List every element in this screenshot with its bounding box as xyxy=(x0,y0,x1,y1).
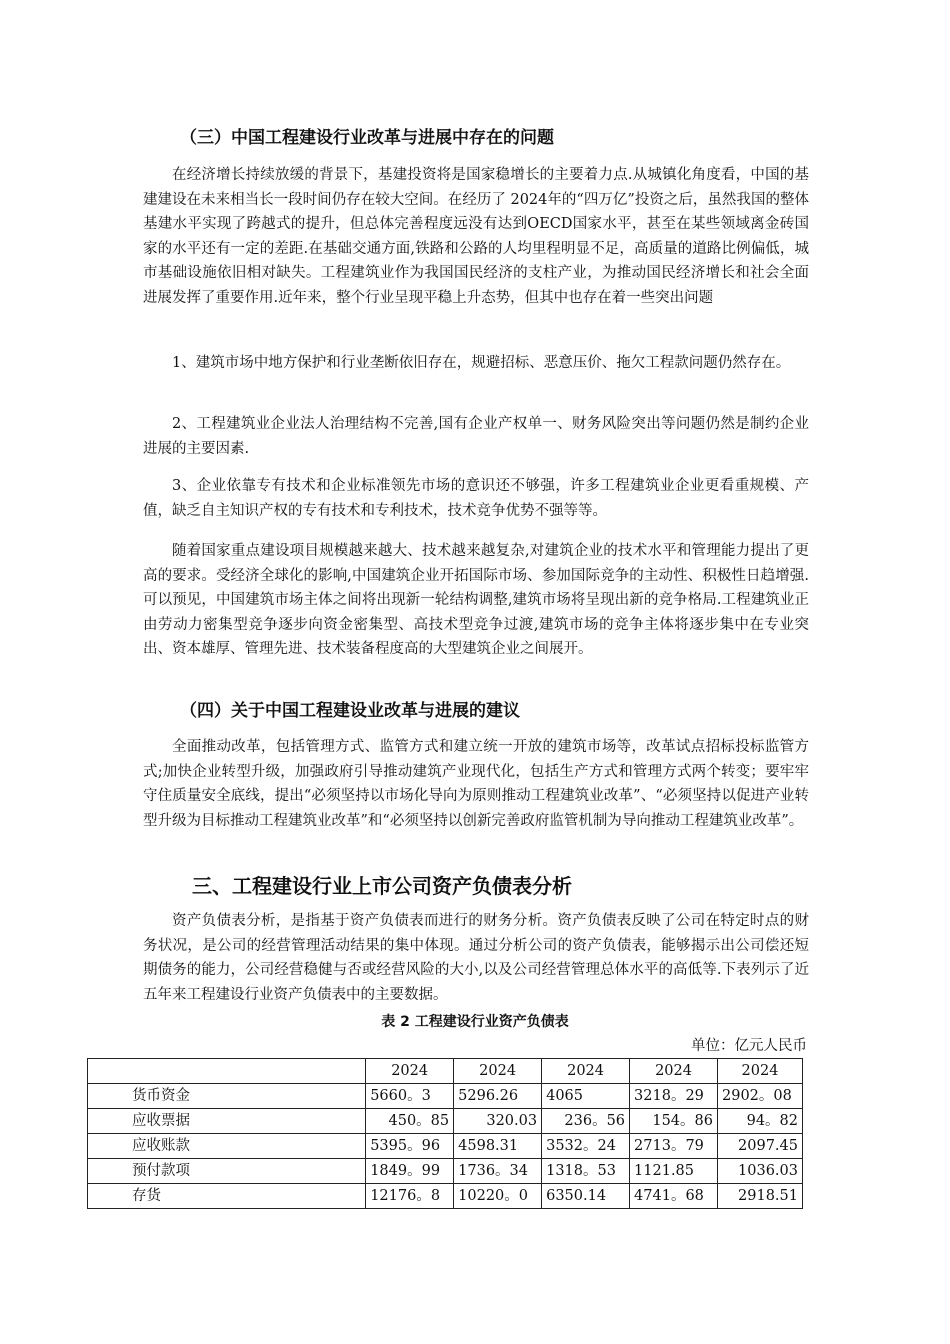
table-header-cell: 2024 xyxy=(718,1059,803,1084)
table-header-cell: 2024 xyxy=(630,1059,718,1084)
paragraph-outlook: 随着国家重点建设项目规模越来越大、技术越来越复杂,对建筑企业的技术水平和管理能力提出了更高的要求。受经济全球化的影响,中国建筑企业开拓国际市场、参加国际竞争的主动性、积极性日趋增强.可以预见，中国建筑市场主体之间将出现新一轮结构调整,建筑市场将呈现出新的竞争格局.工程建筑业正由劳动力密集型竞争逐步向资金密集型、高技术型竞争过渡,建筑市场的竞争主体将逐步集中在专业突出、资本雄厚、管理先进、技术装备程度高的大型建筑企业之间展开。 xyxy=(143,543,809,657)
table-cell: 1736。34 xyxy=(454,1159,542,1184)
table-cell: 4598.31 xyxy=(454,1134,542,1159)
table-cell: 1318。53 xyxy=(542,1159,630,1184)
table-cell: 10220。0 xyxy=(454,1184,542,1209)
table-row xyxy=(88,1159,803,1184)
subsection-heading-suggestions: （四）关于中国工程建设业改革与进展的建议 xyxy=(180,701,520,721)
table-cell: 450。85 xyxy=(366,1109,454,1134)
paragraph-problem-3: 3、企业依靠专有技术和企业标准领先市场的意识还不够强，许多工程建筑业企业更看重规模、产值，缺乏自主知识产权的专有技术和专利技术，技术竞争优势不强等等。 xyxy=(143,478,809,519)
table-row xyxy=(88,1109,803,1134)
table-header-row xyxy=(88,1059,803,1084)
table-cell: 2902。08 xyxy=(718,1084,803,1109)
table-cell: 320.03 xyxy=(454,1109,542,1134)
paragraph-background: 在经济增长持续放缓的背景下，基建投资将是国家稳增长的主要着力点.从城镇化角度看，中国的基建建设在未来相当长一段时间仍存在较大空间。在经历了 2024年的“四万亿”投资之后，虽然我国的整体基建水平实现了跨越式的提升，但总体完善程度远没有达到OECD国家水平，甚至在某些领域离金砖国家的水平还有一定的差距.在基础交通方面,铁路和公路的人均里程明显不足，高质量的道路比例偏低，城市基础设施依旧相对缺失。工程建筑业作为我国国民经济的支柱产业，为推动国民经济增长和社会全面进展发挥了重要作用.近年来，整个行业呈现平稳上升态势，但其中也存在着一些突出问题 xyxy=(143,167,809,306)
table-cell: 5296.26 xyxy=(454,1084,542,1109)
table-cell: 1036.03 xyxy=(718,1159,803,1184)
table-cell: 1121.85 xyxy=(630,1159,718,1184)
table-header-cell: 2024 xyxy=(542,1059,630,1084)
table-cell: 5660。3 xyxy=(366,1084,454,1109)
section-heading-balance-sheet: 三、工程建设行业上市公司资产负债表分析 xyxy=(192,874,572,898)
table-row xyxy=(88,1084,803,1109)
table-cell: 12176。8 xyxy=(366,1184,454,1209)
table-header-cell: 2024 xyxy=(454,1059,542,1084)
table-row xyxy=(88,1184,803,1209)
paragraph-problem-2: 2、工程建筑业企业法人治理结构不完善,国有企业产权单一、财务风险突出等问题仍然是制约企业进展的主要因素. xyxy=(143,416,809,457)
paragraph-problem-1: 1、建筑市场中地方保护和行业垄断依旧存在，规避招标、恶意压价、拖欠工程款问题仍然存在。 xyxy=(172,355,791,371)
table-header-cell: 2024 xyxy=(366,1059,454,1084)
table-cell: 6350.14 xyxy=(542,1184,630,1209)
paragraph-suggestions: 全面推动改革，包括管理方式、监管方式和建立统一开放的建筑市场等，改革试点招标投标监管方式;加快企业转型升级，加强政府引导推动建筑产业现代化，包括生产方式和管理方式两个转变；要牢牢守住质量安全底线，提出“必须坚持以市场化导向为原则推动工程建筑业改革”、“必须坚持以促进产业转型升级为目标推动工程建筑业改革”和“必须坚持以创新完善政府监管机制为导向推动工程建筑业改革”。 xyxy=(143,739,809,829)
table-caption: 表 2 工程建设行业资产负债表 xyxy=(381,1014,569,1030)
table-cell: 2713。79 xyxy=(630,1134,718,1159)
balance-sheet-table xyxy=(87,1058,803,1209)
table-cell: 1849。99 xyxy=(366,1159,454,1184)
row-label: 应收账款 xyxy=(88,1134,366,1159)
table-header-cell xyxy=(88,1059,366,1084)
table-cell: 2918.51 xyxy=(718,1184,803,1209)
table-cell: 94。82 xyxy=(718,1109,803,1134)
table-cell: 2097.45 xyxy=(718,1134,803,1159)
paragraph-balance-sheet-intro: 资产负债表分析，是指基于资产负债表而进行的财务分析。资产负债表反映了公司在特定时点的财务状况，是公司的经营管理活动结果的集中体现。通过分析公司的资产负债表，能够揭示出公司偿还短期债务的能力，公司经营稳健与否或经营风险的大小,以及公司经营管理总体水平的高低等.下表列示了近五年来工程建设行业资产负债表中的主要数据。 xyxy=(143,913,809,1003)
row-label: 存货 xyxy=(88,1184,366,1209)
table-cell: 154。86 xyxy=(630,1109,718,1134)
table-cell: 3218。29 xyxy=(630,1084,718,1109)
row-label: 货币资金 xyxy=(88,1084,366,1109)
table-cell: 236。56 xyxy=(542,1109,630,1134)
table-unit: 单位：亿元人民币 xyxy=(691,1038,807,1054)
table-cell: 5395。96 xyxy=(366,1134,454,1159)
table-cell: 4741。68 xyxy=(630,1184,718,1209)
table-cell: 4065 xyxy=(542,1084,630,1109)
row-label: 应收票据 xyxy=(88,1109,366,1134)
table-cell: 3532。24 xyxy=(542,1134,630,1159)
table-row xyxy=(88,1134,803,1159)
subsection-heading-problems: （三）中国工程建设行业改革与进展中存在的问题 xyxy=(180,128,554,148)
row-label: 预付款项 xyxy=(88,1159,366,1184)
